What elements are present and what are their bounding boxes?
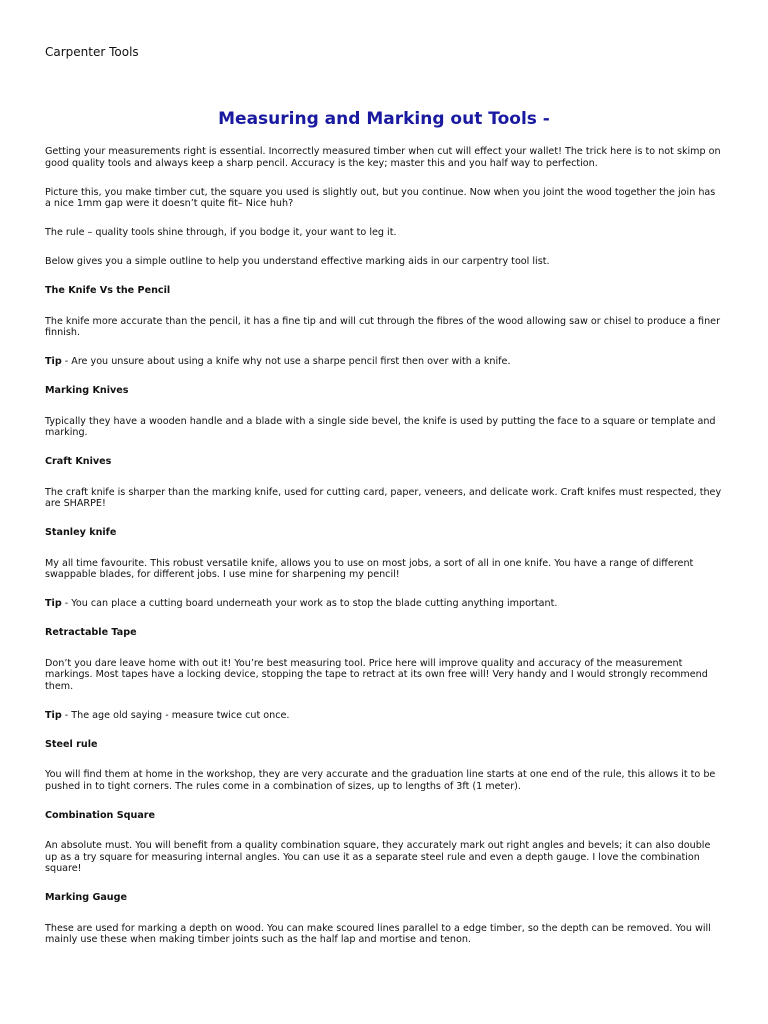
tip-text: - You can place a cutting board underneath your work as to stop the blade cutting anything important. bbox=[61, 598, 558, 609]
body-paragraph: These are used for marking a depth on wood. You can make scoured lines parallel to a edge timber, so the depth can be removed. You will mainly use these when making timber joints such as the half lap and mortise and tenon. bbox=[45, 922, 711, 945]
section-heading: Steel rule bbox=[45, 738, 98, 750]
body-paragraph: The knife more accurate than the pencil, it has a fine tip and will cut through the fibres of the wood allowing saw or chisel to produce a finer finnish. bbox=[45, 315, 721, 338]
section-heading: Craft Knives bbox=[45, 456, 112, 467]
body-paragraph: Getting your measurements right is essential. Incorrectly measured timber when cut will effect your wallet! The trick here is to not skimp on good quality tools and always keep a sharp pencil. Accuracy is the key; master this and you half way to perfection. bbox=[45, 146, 721, 169]
section-heading: Retractable Tape bbox=[45, 627, 137, 638]
section-heading: Stanley knife bbox=[45, 527, 117, 538]
article-body bbox=[45, 146, 723, 963]
tip-paragraph bbox=[45, 710, 723, 722]
body-paragraph: Don’t you dare leave home with out it! You’re best measuring tool. Price here will improve quality and accuracy of the measurement markings. Most tapes have a locking device, stopping the tape to retract at its own free will! Very handy and I would strongly recommend them. bbox=[45, 657, 708, 692]
tip-label: Tip bbox=[45, 709, 62, 721]
body-paragraph: The craft knife is sharper than the marking knife, used for cutting card, paper, veneers, and delicate work. Craft knifes must respected, they are SHARPE! bbox=[45, 486, 722, 509]
section-heading: Marking Gauge bbox=[45, 892, 128, 903]
page-title: Measuring and Marking out Tools - bbox=[218, 109, 550, 129]
tip-paragraph bbox=[45, 356, 723, 368]
body-paragraph: An absolute must. You will benefit from a quality combination square, they accurately mark out right angles and bevels; it can also double up as a try square for measuring internal angles. You can use it as a separate steel rule and even a depth gauge. I love the combination square! bbox=[45, 840, 711, 874]
section-heading: Marking Knives bbox=[45, 385, 129, 396]
page-header: Carpenter Tools bbox=[45, 45, 139, 59]
section-heading: Combination Square bbox=[45, 809, 156, 821]
tip-paragraph bbox=[45, 598, 723, 610]
body-paragraph: You will find them at home in the workshop, they are very accurate and the graduation line starts at one end of the rule, this allows it to be pushed in to tight corners. The rules come in a combination of sizes, up to lengths of 3ft (1 meter). bbox=[45, 769, 716, 792]
section-heading: The Knife Vs the Pencil bbox=[45, 285, 171, 296]
tip-text: - Are you unsure about using a knife why not use a sharpe pencil first then over with a knife. bbox=[61, 356, 511, 367]
body-paragraph: Picture this, you make timber cut, the square you used is slightly out, but you continue. Now when you joint the wood together the join has a nice 1mm gap were it doesn’t quite fit– Nice huh? bbox=[45, 186, 716, 209]
tip-label: Tip bbox=[45, 356, 62, 367]
body-paragraph: Typically they have a wooden handle and a blade with a single side bevel, the knife is used by putting the face to a square or template and marking. bbox=[45, 415, 716, 438]
body-paragraph: Below gives you a simple outline to help you understand effective marking aids in our carpentry tool list. bbox=[45, 256, 550, 267]
tip-label: Tip bbox=[45, 598, 62, 609]
tip-text: - The age old saying - measure twice cut once. bbox=[61, 709, 290, 721]
body-paragraph: My all time favourite. This robust versatile knife, allows you to use on most jobs, a sort of all in one knife. You have a range of different swappable blades, for different jobs. I use mine for sharpening my pencil! bbox=[45, 557, 694, 580]
body-paragraph: The rule – quality tools shine through, if you bodge it, your want to leg it. bbox=[45, 227, 397, 238]
